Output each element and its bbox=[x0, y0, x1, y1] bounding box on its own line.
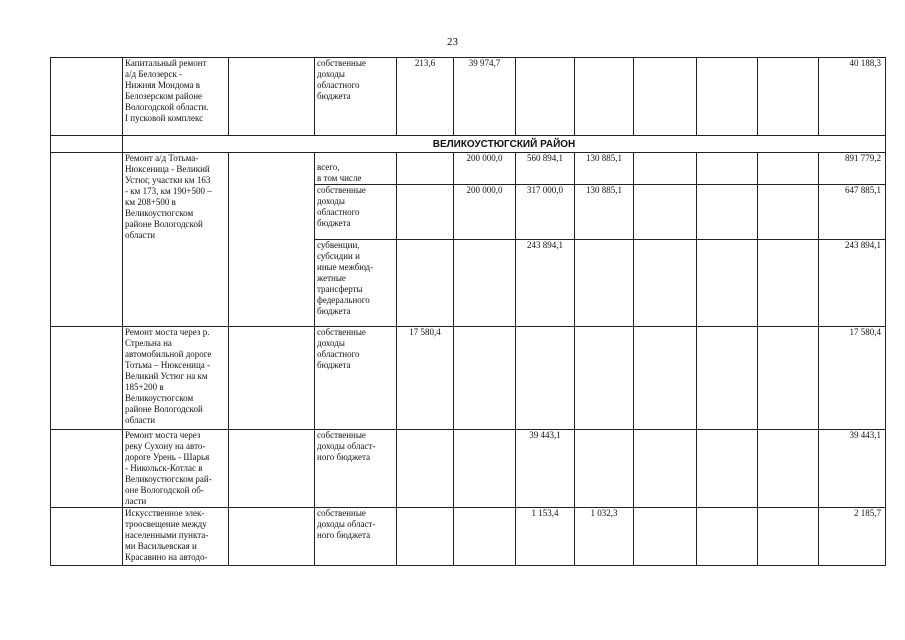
value-cell bbox=[697, 430, 758, 508]
funding-source: собственные доходы област- ного бюджета bbox=[315, 508, 397, 566]
value-cell: 200 000,0 bbox=[454, 153, 516, 185]
value-cell bbox=[758, 153, 819, 185]
funding-source: собственные доходы област- ного бюджета bbox=[315, 430, 397, 508]
value-cell bbox=[758, 508, 819, 566]
empty-cell bbox=[229, 58, 315, 136]
value-cell bbox=[634, 185, 697, 240]
value-cell bbox=[575, 327, 634, 430]
value-cell bbox=[454, 430, 516, 508]
value-cell bbox=[697, 327, 758, 430]
total-cell: 647 885,1 bbox=[819, 185, 886, 240]
value-cell: 317 000,0 bbox=[516, 185, 575, 240]
value-cell bbox=[758, 240, 819, 327]
empty-cell bbox=[229, 327, 315, 430]
project-name: Капитальный ремонт а/д Белозерск - Нижняя Мондома в Белозерском районе Вологодской области. I пусковой комплекс bbox=[123, 58, 229, 136]
project-name: Ремонт моста через реку Сухону на авто- дороге Урень - Шарья - Никольск-Котлас в Великоустюгском рай- оне Вологодской об- ласти bbox=[123, 430, 229, 508]
section-title: ВЕЛИКОУСТЮГСКИЙ РАЙОН bbox=[123, 136, 886, 153]
value-cell bbox=[397, 185, 454, 240]
table-row bbox=[51, 430, 886, 508]
table-row bbox=[51, 508, 886, 566]
funding-source: собственные доходы областного бюджета bbox=[315, 58, 397, 136]
table-row bbox=[51, 153, 886, 185]
value-cell: 213,6 bbox=[397, 58, 454, 136]
total-cell: 2 185,7 bbox=[819, 508, 886, 566]
value-cell bbox=[516, 327, 575, 430]
empty-cell bbox=[229, 430, 315, 508]
project-name: Ремонт а/д Тотьма- Нюксеница - Великий Устюг, участки км 163 - км 173, км 190+500 – км 208+500 в Великоустюгском районе Вологодской области bbox=[123, 153, 229, 327]
value-cell bbox=[634, 430, 697, 508]
value-cell: 130 885,1 bbox=[575, 153, 634, 185]
empty-cell bbox=[51, 58, 123, 136]
page-number: 23 bbox=[447, 36, 458, 48]
value-cell bbox=[397, 508, 454, 566]
value-cell bbox=[634, 508, 697, 566]
value-cell: 17 580,4 bbox=[397, 327, 454, 430]
value-cell bbox=[634, 58, 697, 136]
value-cell bbox=[575, 240, 634, 327]
project-name: Искусственное элек- троосвещение между населенными пункта- ми Васильевская и Красавино на автодо- bbox=[123, 508, 229, 566]
empty-cell bbox=[229, 508, 315, 566]
value-cell bbox=[397, 430, 454, 508]
funding-source: собственные доходы областного бюджета bbox=[315, 327, 397, 430]
table-row bbox=[51, 58, 886, 136]
value-cell: 1 032,3 bbox=[575, 508, 634, 566]
value-cell bbox=[697, 185, 758, 240]
empty-cell bbox=[51, 430, 123, 508]
value-cell: 39 974,7 bbox=[454, 58, 516, 136]
value-cell bbox=[516, 58, 575, 136]
total-cell: 39 443,1 bbox=[819, 430, 886, 508]
total-cell: 17 580,4 bbox=[819, 327, 886, 430]
value-cell bbox=[454, 240, 516, 327]
project-name: Ремонт моста через р. Стрельна на автомобильной дороге Тотьма – Нюксеница - Великий Устюг на км 185+200 в Великоустюгском районе Вологодской области bbox=[123, 327, 229, 430]
value-cell bbox=[575, 58, 634, 136]
value-cell bbox=[397, 240, 454, 327]
value-cell bbox=[397, 153, 454, 185]
funding-source: всего, в том числе bbox=[315, 153, 397, 185]
value-cell bbox=[697, 508, 758, 566]
total-cell: 891 779,2 bbox=[819, 153, 886, 185]
empty-cell bbox=[229, 153, 315, 327]
value-cell bbox=[454, 508, 516, 566]
value-cell bbox=[697, 153, 758, 185]
budget-table bbox=[50, 57, 886, 566]
value-cell: 560 894,1 bbox=[516, 153, 575, 185]
value-cell bbox=[758, 58, 819, 136]
value-cell: 243 894,1 bbox=[516, 240, 575, 327]
value-cell bbox=[634, 240, 697, 327]
funding-source: собственные доходы областного бюджета bbox=[315, 185, 397, 240]
funding-source: субвенции, субсидии и иные межбюд- жетные трансферты федерального бюджета bbox=[315, 240, 397, 327]
value-cell: 1 153,4 bbox=[516, 508, 575, 566]
value-cell bbox=[634, 153, 697, 185]
empty-cell bbox=[51, 136, 123, 153]
empty-cell bbox=[51, 508, 123, 566]
empty-cell bbox=[51, 153, 123, 327]
value-cell bbox=[758, 327, 819, 430]
empty-cell bbox=[51, 327, 123, 430]
value-cell bbox=[697, 58, 758, 136]
section-row bbox=[51, 136, 886, 153]
value-cell bbox=[575, 430, 634, 508]
total-cell: 40 188,3 bbox=[819, 58, 886, 136]
value-cell bbox=[454, 327, 516, 430]
value-cell bbox=[697, 240, 758, 327]
value-cell: 200 000,0 bbox=[454, 185, 516, 240]
total-cell: 243 894,1 bbox=[819, 240, 886, 327]
value-cell: 39 443,1 bbox=[516, 430, 575, 508]
table-row bbox=[51, 327, 886, 430]
value-cell bbox=[758, 430, 819, 508]
value-cell: 130 885,1 bbox=[575, 185, 634, 240]
value-cell bbox=[758, 185, 819, 240]
value-cell bbox=[634, 327, 697, 430]
